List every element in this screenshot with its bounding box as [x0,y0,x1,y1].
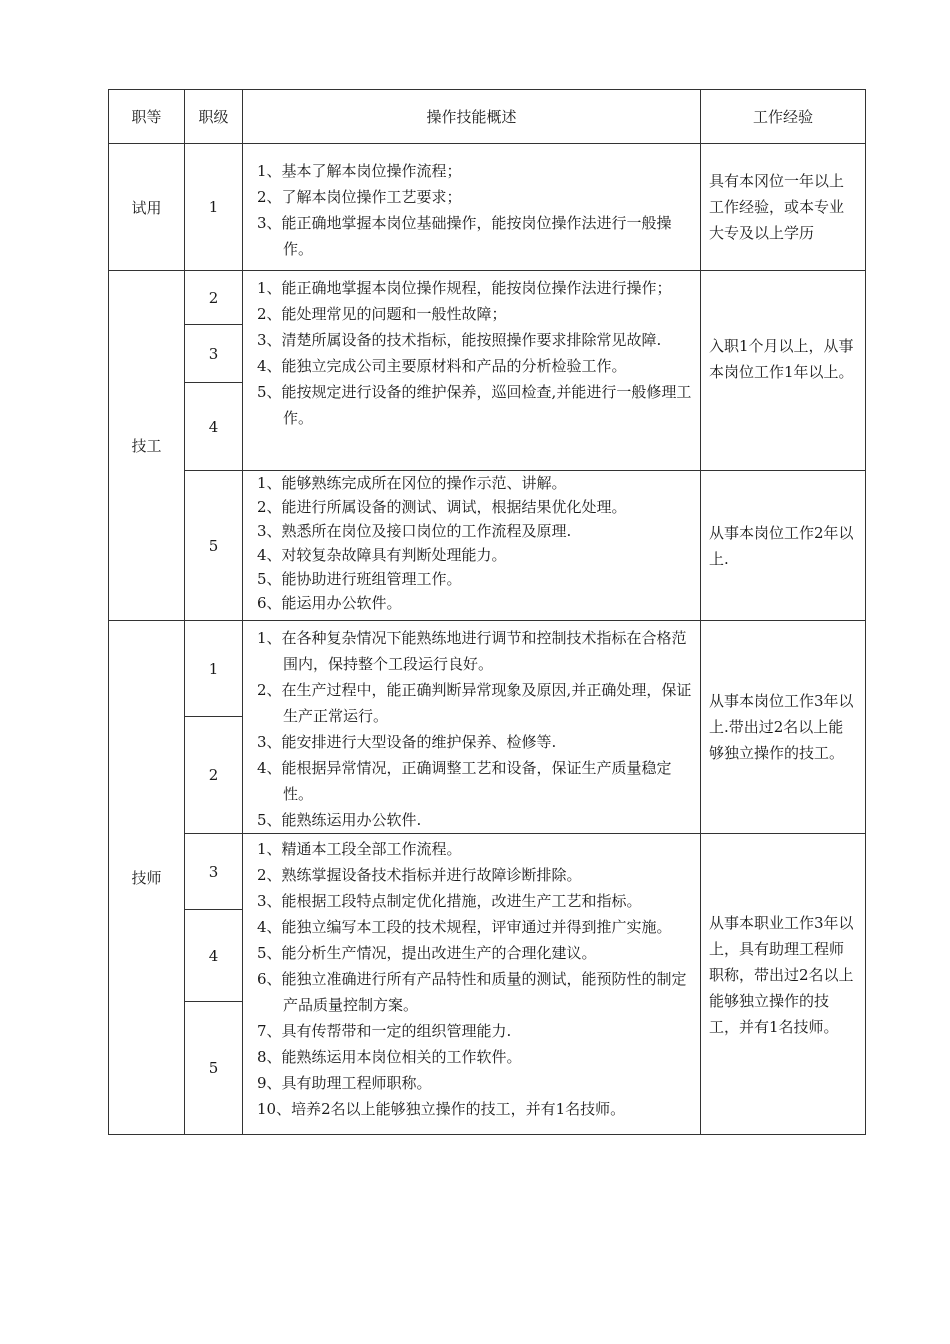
experience-cell: 入职1个月以上，从事本岗位工作1年以上。 [701,271,866,471]
skill-item: 5、能按规定进行设备的维护保养，巡回检查,并能进行一般修理工作。 [257,383,692,427]
experience-cell: 具有本冈位一年以上工作经验，或本专业大专及以上学历 [701,144,866,271]
skill-item: 5、能分析生产情况，提出改进生产的合理化建议。 [257,944,597,962]
experience-cell: 从事本岗位工作2年以上. [701,471,866,621]
level-cell: 1 [185,621,243,717]
header-skills: 操作技能概述 [243,90,701,144]
skill-item: 3、能正确地掌握本岗位基础操作，能按岗位操作法进行一般操作。 [257,214,672,258]
header-level: 职级 [185,90,243,144]
level-cell: 5 [185,471,243,621]
level-cell: 4 [185,910,243,1002]
level-cell: 3 [185,834,243,910]
skill-item: 3、能安排进行大型设备的维护保养、检修等. [257,733,557,751]
skill-item: 8、能熟练运用本岗位相关的工作软件。 [257,1048,522,1066]
skill-item: 2、熟练掌握设备技术指标并进行故障诊断排除。 [257,866,582,884]
level-cell: 2 [185,271,243,325]
header-experience: 工作经验 [701,90,866,144]
skill-item: 7、具有传帮带和一定的组织管理能力. [257,1022,512,1040]
experience-cell: 从事本岗位工作3年以上.带出过2名以上能够独立操作的技工。 [701,621,866,834]
skill-item: 2、在生产过程中，能正确判断异常现象及原因,并正确处理，保证生产正常运行。 [257,681,692,725]
skills-cell [243,621,701,834]
skill-item: 4、能独立编写本工段的技术规程，评审通过并得到推广实施。 [257,918,672,936]
skill-item: 2、了解本岗位操作工艺要求； [257,188,462,206]
job-grade-table [108,89,866,1135]
table-header-row [109,90,866,144]
skill-item: 3、熟悉所在岗位及接口岗位的工作流程及原理. [257,522,572,540]
skill-item: 4、能根据异常情况，正确调整工艺和设备，保证生产质量稳定性。 [257,759,672,803]
skill-item: 10、培养2名以上能够独立操作的技工，并有1名技师。 [257,1100,626,1118]
skills-cell [243,471,701,621]
skill-item: 5、能熟练运用办公软件. [257,811,422,829]
skill-item: 4、对较复杂故障具有判断处理能力。 [257,546,507,564]
skill-item: 1、能够熟练完成所在冈位的操作示范、讲解。 [257,474,567,492]
level-cell: 5 [185,1002,243,1135]
skill-item: 1、精通本工段全部工作流程。 [257,840,462,858]
table-row [109,471,866,621]
rank-cell-trial: 试用 [109,144,185,271]
table-row [109,271,866,325]
table-row [109,834,866,910]
rank-cell-technologist: 技师 [109,621,185,1135]
skill-item: 3、能根据工段特点制定优化措施，改进生产工艺和指标。 [257,892,642,910]
rank-cell-technician: 技工 [109,271,185,621]
level-cell: 4 [185,383,243,471]
skill-item: 5、能协助进行班组管理工作。 [257,570,462,588]
skill-item: 2、能进行所属设备的测试、调试，根据结果优化处理。 [257,498,627,516]
skills-cell [243,271,701,471]
table-row [109,144,866,271]
header-rank: 职等 [109,90,185,144]
skill-item: 1、基本了解本岗位操作流程； [257,162,462,180]
experience-cell: 从事本职业工作3年以上，具有助理工程师职称，带出过2名以上能够独立操作的技工，并有1名技师。 [701,834,866,1135]
skills-cell [243,834,701,1135]
level-cell: 2 [185,717,243,834]
skills-cell [243,144,701,271]
skill-item: 1、能正确地掌握本岗位操作规程，能按岗位操作法进行操作； [257,279,672,297]
table-row [109,621,866,717]
skill-item: 6、能运用办公软件。 [257,594,402,612]
skill-item: 3、清楚所属设备的技术指标，能按照操作要求排除常见故障. [257,331,662,349]
skill-item: 6、能独立准确进行所有产品特性和质量的测试，能预防性的制定产品质量控制方案。 [257,970,687,1014]
skill-item: 2、能处理常见的问题和一般性故障； [257,305,507,323]
skill-item: 4、能独立完成公司主要原材料和产品的分析检验工作。 [257,357,627,375]
level-cell: 3 [185,325,243,383]
skill-item: 9、具有助理工程师职称。 [257,1074,432,1092]
skill-item: 1、在各种复杂情况下能熟练地进行调节和控制技术指标在合格范围内，保持整个工段运行良好。 [257,629,687,673]
level-cell: 1 [185,144,243,271]
